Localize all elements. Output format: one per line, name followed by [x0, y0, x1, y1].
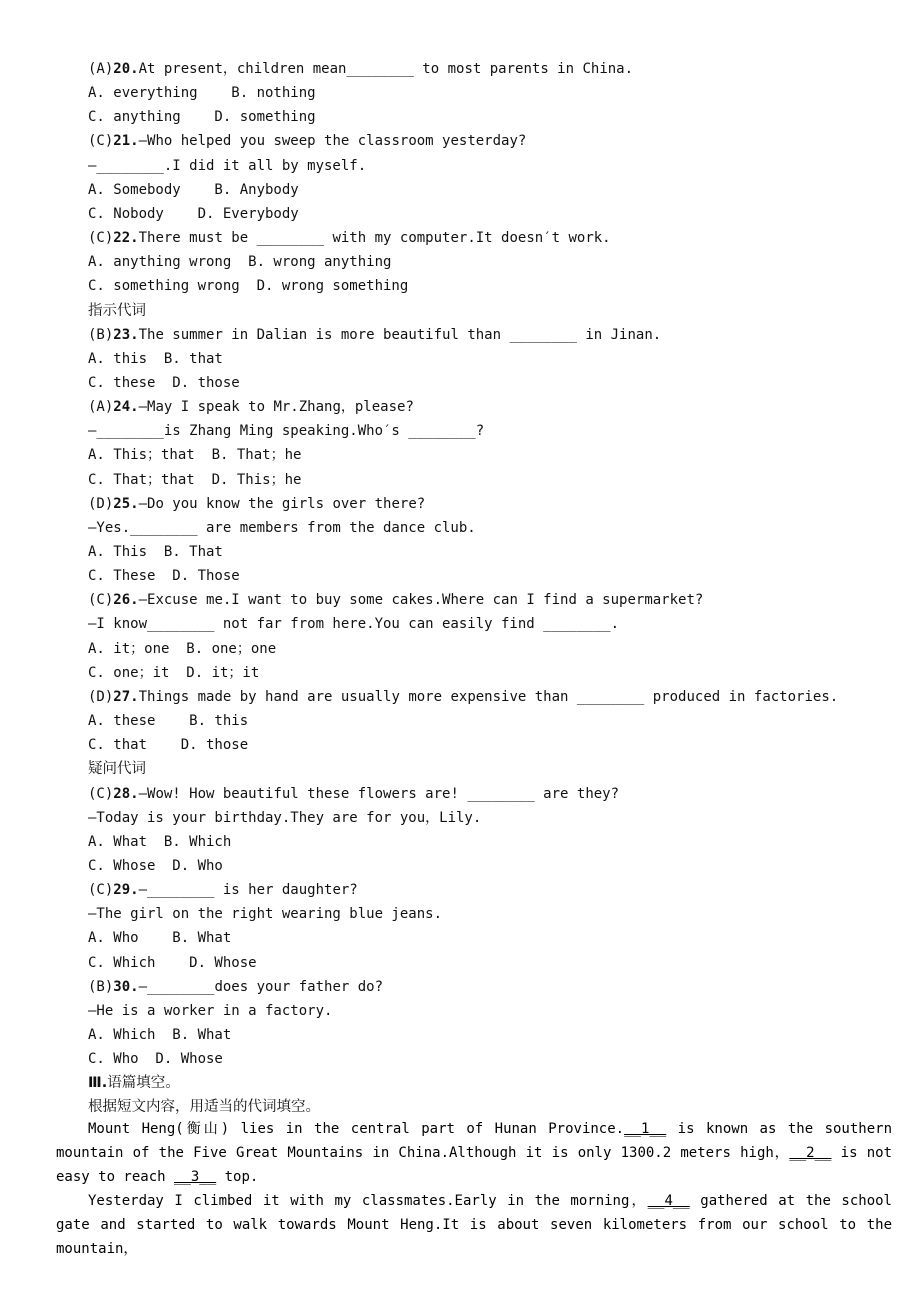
section-title	[88, 1072, 180, 1094]
option-line: A. everything B. nothing	[88, 85, 316, 101]
passage-text: is known as the southern mountain of the Five Great Mountains in China.Although it is only 1300.2 meters high，	[56, 1121, 893, 1161]
answer-key: (C)	[88, 133, 114, 149]
question-number: 26.	[113, 592, 139, 608]
option-line: C. Who D. Whose	[88, 1051, 223, 1067]
question-text: —Do you know the girls over there?	[138, 496, 426, 512]
question-text: —Excuse me.I want to buy some cakes.Where can I find a supermarket?	[138, 592, 704, 608]
blank-3: __3__	[174, 1169, 217, 1185]
section-heading: 根据短文内容，用适当的代词填空。	[88, 1099, 320, 1115]
passage-paragraph-2	[56, 1189, 892, 1261]
option-line: —Today is your birthday.They are for you，Lily.	[88, 810, 482, 826]
section-heading: 指示代词	[88, 303, 146, 319]
option-line: —He is a worker in a factory.	[88, 1003, 333, 1019]
option-line: —The girl on the right wearing blue jeans.	[88, 906, 443, 922]
option-line: C. one；it D. it；it	[88, 665, 260, 681]
option-line: A. it；one B. one；one	[88, 641, 277, 657]
answer-key: (D)	[88, 496, 114, 512]
question-number: 30.	[113, 979, 139, 995]
section-heading: 疑问代词	[88, 761, 146, 777]
question-30	[88, 976, 383, 998]
option-line: C. Whose D. Who	[88, 858, 223, 874]
question-text: Things made by hand are usually more expensive than ________ produced in factories.	[138, 689, 839, 705]
question-text: —May I speak to Mr.Zhang，please?	[138, 399, 414, 415]
answer-key: (B)	[88, 327, 114, 343]
question-26	[88, 589, 703, 611]
question-number: 25.	[113, 496, 139, 512]
blank-1: __1__	[624, 1121, 667, 1137]
option-line: —________is Zhang Ming speaking.Who′s ________?	[88, 423, 485, 439]
answer-key: (D)	[88, 689, 114, 705]
option-line: C. anything D. something	[88, 109, 316, 125]
option-line: A. This；that B. That；he	[88, 447, 302, 463]
section-label: 语篇填空。	[107, 1075, 180, 1091]
option-line: A. anything wrong B. wrong anything	[88, 254, 392, 270]
passage-text: gathered at the school gate and started to walk towards Mount Heng.It is about seven kilometers from our school to the mountain，	[56, 1193, 892, 1257]
option-line: —I know________ not far from here.You can easily find ________.	[88, 616, 620, 632]
option-line: C. These D. Those	[88, 568, 240, 584]
option-line: —________.I did it all by myself.	[88, 158, 367, 174]
passage-text: is not easy to reach	[56, 1145, 892, 1185]
passage-text: Yesterday I climbed it with my classmates.Early in the morning，	[88, 1193, 648, 1209]
option-line: C. something wrong D. wrong something	[88, 278, 409, 294]
option-line: A. Who B. What	[88, 930, 232, 946]
option-line: C. That；that D. This；he	[88, 472, 302, 488]
question-number: 24.	[113, 399, 139, 415]
question-24	[88, 396, 414, 418]
passage-text: top.	[216, 1169, 259, 1185]
question-23	[88, 324, 661, 346]
option-line: C. Which D. Whose	[88, 955, 257, 971]
passage-paragraph-1	[56, 1117, 892, 1189]
answer-key: (C)	[88, 592, 114, 608]
answer-key: (C)	[88, 882, 114, 898]
option-line: C. Nobody D. Everybody	[88, 206, 299, 222]
question-text: —________ is her daughter?	[138, 882, 358, 898]
option-line: A. this B. that	[88, 351, 223, 367]
question-21	[88, 130, 526, 152]
question-text: At present，children mean________ to most parents in China.	[138, 61, 634, 77]
question-text: —Who helped you sweep the classroom yesterday?	[138, 133, 527, 149]
option-line: —Yes.________ are members from the dance club.	[88, 520, 476, 536]
question-number: 21.	[113, 133, 139, 149]
question-text: The summer in Dalian is more beautiful than ________ in Jinan.	[138, 327, 662, 343]
question-25	[88, 493, 425, 515]
question-number: 29.	[113, 882, 139, 898]
answer-key: (B)	[88, 979, 114, 995]
option-line: C. these D. those	[88, 375, 240, 391]
passage-text: Mount Heng(衡山) lies in the central part of Hunan Province.	[88, 1121, 625, 1137]
answer-key: (C)	[88, 230, 114, 246]
blank-2: __2__	[789, 1145, 832, 1161]
option-line: A. This B. That	[88, 544, 223, 560]
question-number: 27.	[113, 689, 139, 705]
question-text: There must be ________ with my computer.It doesn′t work.	[138, 230, 611, 246]
question-number: 22.	[113, 230, 139, 246]
question-text: —Wow! How beautiful these flowers are! ________ are they?	[138, 786, 620, 802]
option-line: C. that D. those	[88, 737, 249, 753]
question-number: 20.	[113, 61, 139, 77]
answer-key: (A)	[88, 61, 114, 77]
option-line: A. What B. Which	[88, 834, 232, 850]
answer-key: (A)	[88, 399, 114, 415]
option-line: A. Which B. What	[88, 1027, 232, 1043]
question-number: 23.	[113, 327, 139, 343]
section-number: Ⅲ.	[88, 1075, 108, 1091]
option-line: A. these B. this	[88, 713, 249, 729]
blank-4: __4__	[647, 1193, 690, 1209]
answer-key: (C)	[88, 786, 114, 802]
question-22	[88, 227, 611, 249]
question-number: 28.	[113, 786, 139, 802]
question-29	[88, 879, 358, 901]
question-text: —________does your father do?	[138, 979, 384, 995]
option-line: A. Somebody B. Anybody	[88, 182, 299, 198]
question-27	[88, 686, 838, 708]
question-20	[88, 58, 633, 80]
question-28	[88, 783, 619, 805]
